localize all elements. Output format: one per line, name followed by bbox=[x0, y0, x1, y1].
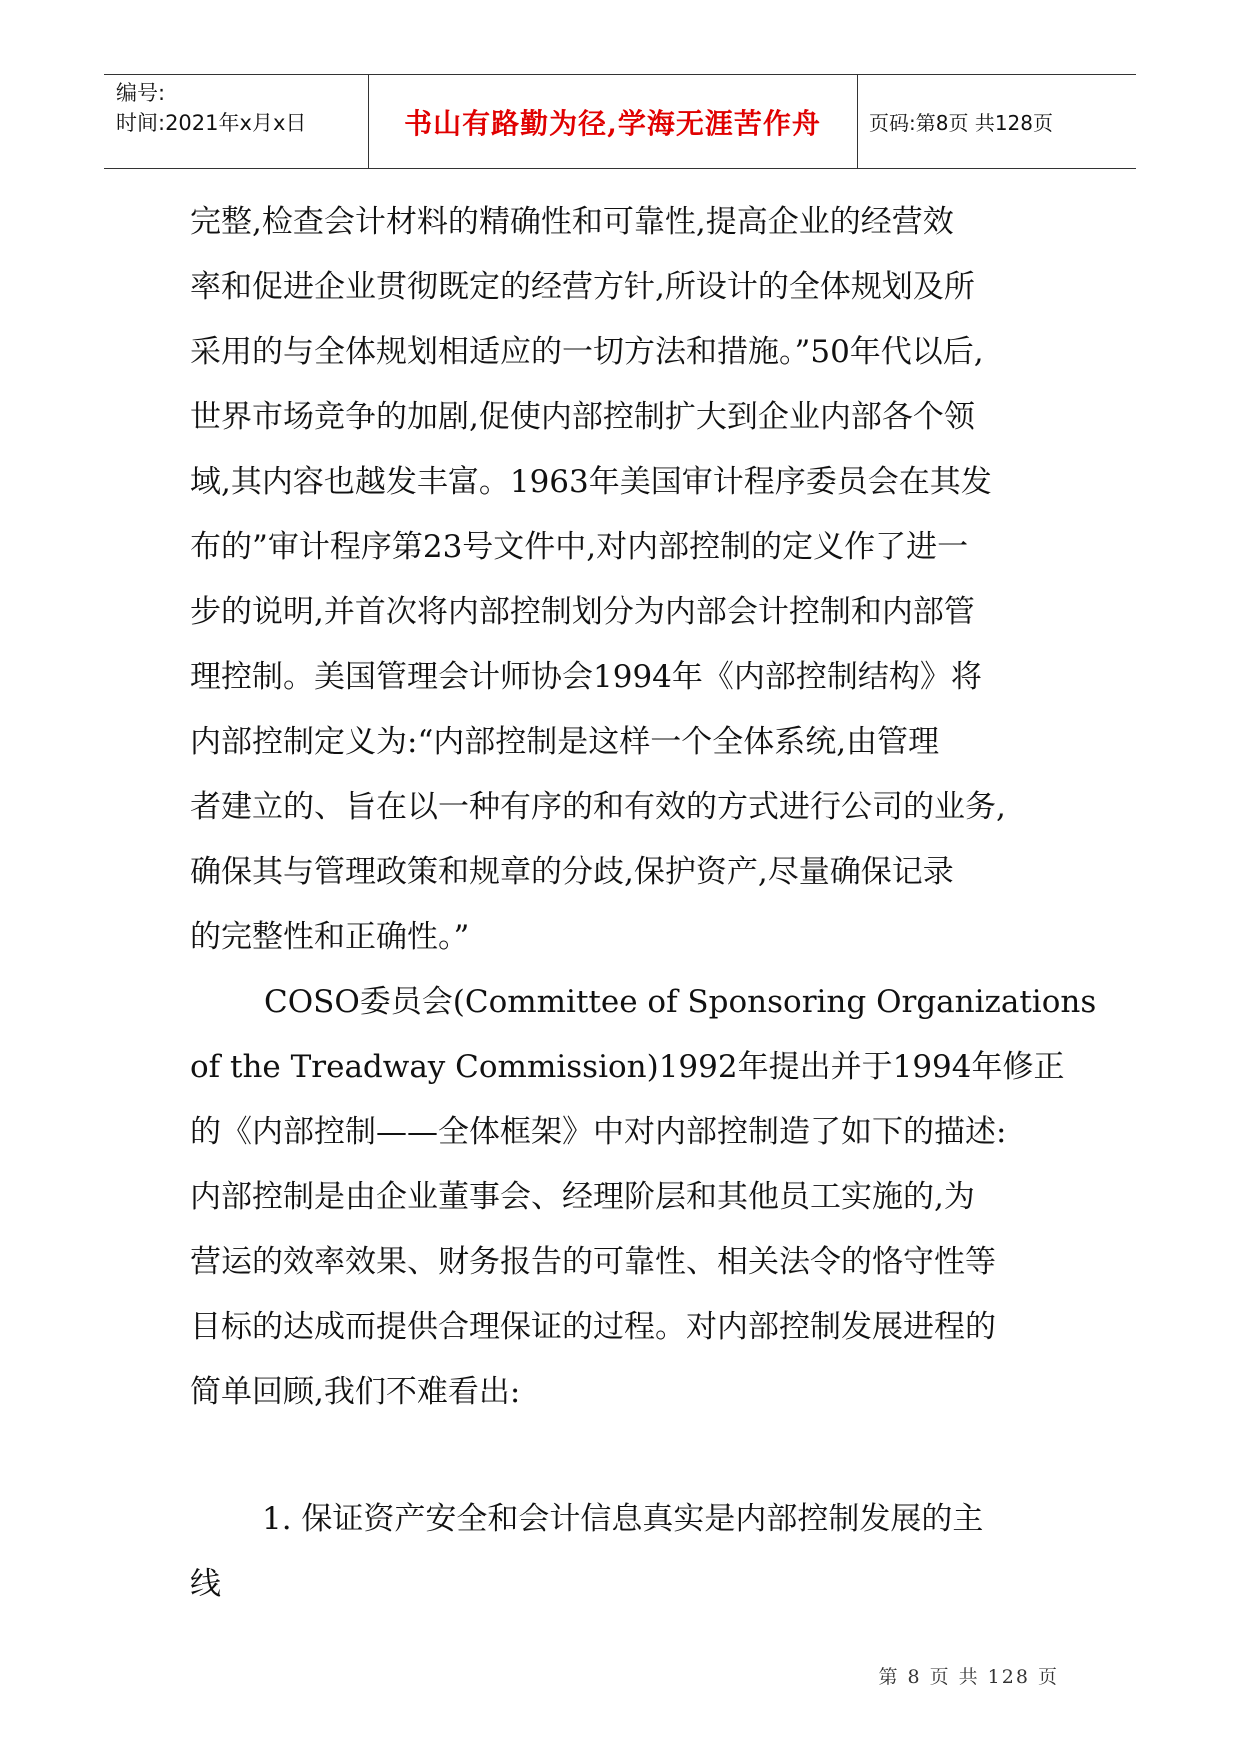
body-line: 目标的达成而提供合理保证的过程。对内部控制发展进程的 bbox=[190, 1309, 996, 1345]
list-item-line: 线 bbox=[190, 1566, 221, 1602]
body-line: of the Treadway Commission)1992年提出并于1994年修正 bbox=[190, 1049, 1065, 1085]
body-line: 布的”审计程序第23号文件中,对内部控制的定义作了进一 bbox=[190, 529, 969, 565]
body-line: 域,其内容也越发丰富。1963年美国审计程序委员会在其发 bbox=[190, 464, 992, 500]
paragraph-gap bbox=[190, 1425, 1090, 1487]
list-item-line: 1. 保证资产安全和会计信息真实是内部控制发展的主 bbox=[262, 1501, 984, 1537]
header-page-code: 页码:第8页 共128页 bbox=[869, 111, 1053, 135]
body-line: 世界市场竞争的加剧,促使内部控制扩大到企业内部各个领 bbox=[190, 399, 975, 435]
document-body bbox=[190, 190, 1097, 1617]
body-line: 的《内部控制——全体框架》中对内部控制造了如下的描述: bbox=[190, 1114, 1007, 1150]
document-number-label: 编号: bbox=[116, 81, 166, 105]
body-line: 内部控制定义为:“内部控制是这样一个全体系统,由管理 bbox=[190, 724, 940, 760]
body-line: 步的说明,并首次将内部控制划分为内部会计控制和内部管 bbox=[190, 594, 975, 630]
body-line: 简单回顾,我们不难看出: bbox=[190, 1374, 521, 1410]
body-line: 率和促进企业贯彻既定的经营方针,所设计的全体规划及所 bbox=[190, 269, 975, 305]
body-line: 营运的效率效果、财务报告的可靠性、相关法令的恪守性等 bbox=[190, 1244, 996, 1280]
body-line: 者建立的、旨在以一种有序的和有效的方式进行公司的业务, bbox=[190, 789, 1006, 825]
body-line: 完整,检查会计材料的精确性和可靠性,提高企业的经营效 bbox=[190, 204, 954, 240]
body-line: 理控制。美国管理会计师协会1994年《内部控制结构》将 bbox=[190, 659, 982, 695]
header-motto: 书山有路勤为径,学海无涯苦作舟 bbox=[368, 75, 858, 168]
header-meta-cell bbox=[104, 75, 369, 168]
page-footer: 第 8 页 共 128 页 bbox=[878, 1666, 1059, 1688]
page-header bbox=[104, 74, 1136, 169]
document-time-label: 时间:2021年x月x日 bbox=[116, 111, 307, 135]
body-line: 采用的与全体规划相适应的一切方法和措施。”50年代以后, bbox=[190, 334, 984, 370]
body-line: 内部控制是由企业董事会、经理阶层和其他员工实施的,为 bbox=[190, 1179, 975, 1215]
body-line: 确保其与管理政策和规章的分歧,保护资产,尽量确保记录 bbox=[190, 854, 954, 890]
body-line: 的完整性和正确性。” bbox=[190, 919, 470, 955]
body-line: COSO委员会(Committee of Sponsoring Organizations bbox=[264, 984, 1097, 1020]
